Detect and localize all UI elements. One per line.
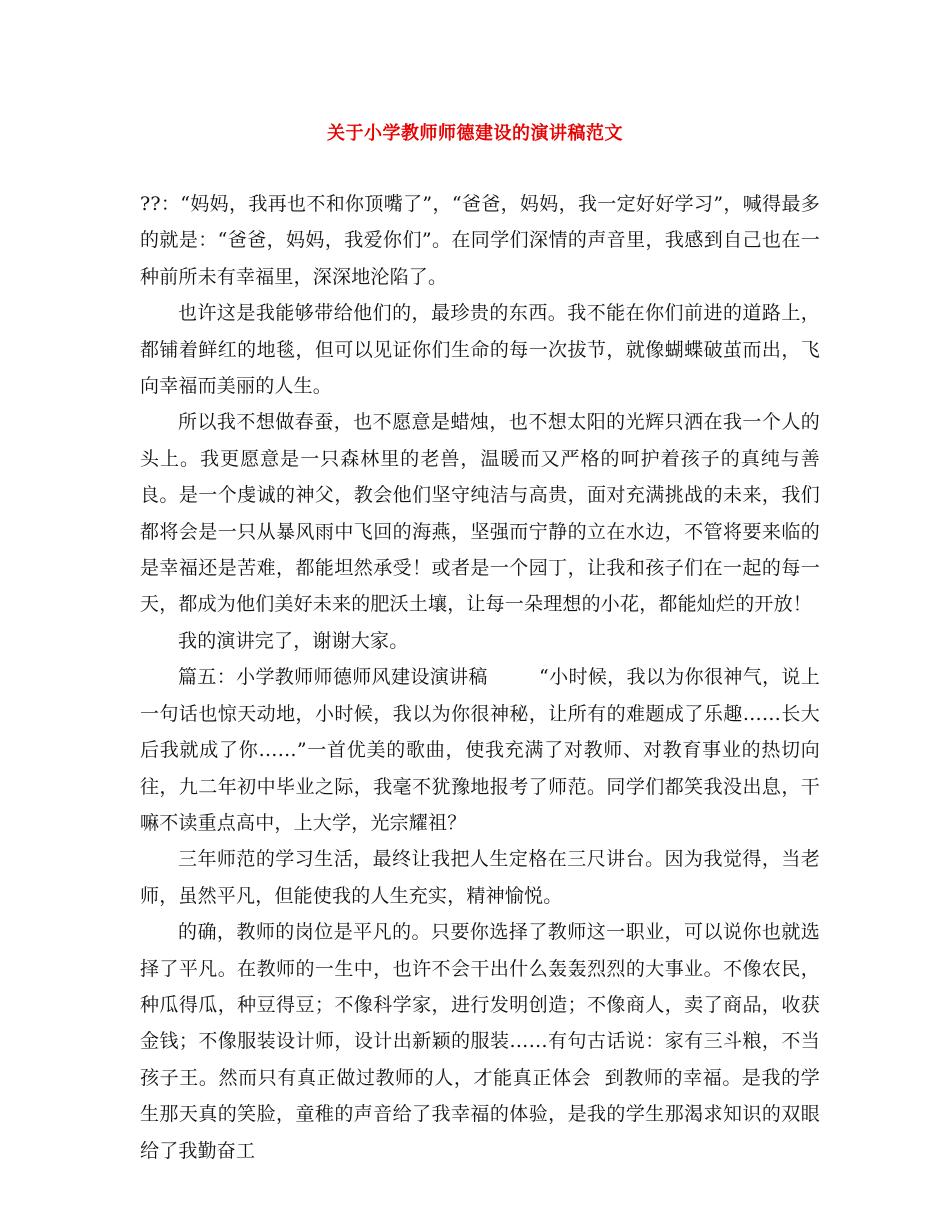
paragraph-2: 也许这是我能够带给他们的，最珍贵的东西。我不能在你们前进的道路上，都铺着鲜红的地毯，但可以见证你们生命的每一次拔节，就像蝴蝶破茧而出，飞向幸福而美丽的人生。 — [140, 302, 820, 398]
paragraph-4: 我的演讲完了，谢谢大家。 — [178, 629, 409, 652]
paragraph-6: 三年师范的学习生活，最终让我把人生定格在三尺讲台。因为我觉得，当老师，虽然平凡，但能使我的人生充实，精神愉悦。 — [140, 848, 820, 907]
paragraph-3: 所以我不想做春蚕，也不愿意是蜡烛，也不想太阳的光辉只洒在我一个人的头上。我更愿意是一只森林里的老兽，温暖而又严格的呵护着孩子的真纯与善良。是一个虔诚的神父，教会他们坚守纯洁与高贵，面对充满挑战的未来，我们都将会是一只从暴风雨中飞回的海燕，坚强而宁静的立在水边，不管将要来临的是幸福还是苦难，都能坦然承受！或者是一个园丁，让我和孩子们在一起的每一天，都成为他们美好未来的肥沃土壤，让每一朵理想的小花，都能灿烂的开放！ — [140, 411, 820, 616]
heading-gap — [488, 666, 539, 688]
paragraph-1: ??：“妈妈，我再也不和你顶嘴了”，“爸爸，妈妈，我一定好好学习”，喊得最多的就是：“爸爸，妈妈，我爱你们”。在同学们深情的声音里，我感到自己也在一种前所未有幸福里，深深地沦陷了。 — [140, 193, 820, 288]
paragraph-7-part-2: 到教师的幸福。是我的学生那天真的笑脸，童稚的声音给了我幸福的体验，是我的学生那渴求知识的双眼给了我勤奋工 — [140, 1066, 820, 1162]
document-body — [140, 186, 820, 1169]
paragraph-7-part-1: 的确，教师的岗位是平凡的。只要你选择了教师这一职业，可以说你也就选择了平凡。在教师的一生中，也许不会干出什么轰轰烈烈的大事业。不像农民，种瓜得瓜，种豆得豆；不像科学家，进行发明创造；不像商人，卖了商品，收获金钱；不像服装设计师，设计出新颖的服装……有句古话说：家有三斗粮，不当孩子王。然而只有真正做过教师的人，才能真正体会 — [140, 921, 820, 1089]
paragraph-5 — [140, 659, 820, 841]
paragraph-7 — [140, 914, 820, 1169]
section-opening: “小时候，我以为你很神气，说上一句话也惊天动地，小时候，我以为你很神秘，让所有的难题成了乐趣……长大后我就成了你……”一首优美的歌曲，使我充满了对教师、对教育事业的热切向往，九二年初中毕业之际，我毫不犹豫地报考了师范。同学们都笑我没出息，干嘛不读重点高中，上大学，光宗耀祖？ — [140, 666, 820, 834]
text-gap — [591, 1067, 604, 1089]
section-heading: 篇五：小学教师师德师风建设演讲稿 — [178, 666, 488, 689]
document-title: 关于小学教师师德建设的演讲稿范文 — [327, 123, 623, 144]
